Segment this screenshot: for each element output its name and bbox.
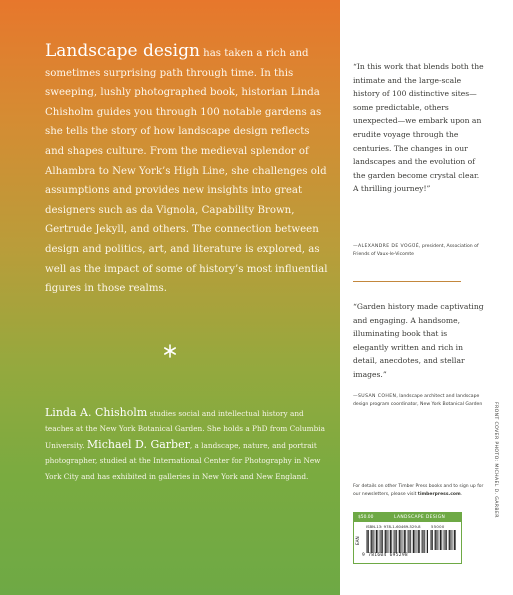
addon-number: 55000 [431, 524, 445, 529]
endorsement-quote-2: “Garden history made captivating and engaging. A handsome, illuminating book that is elegantly written and rich in detail, anecdotes, and stellar images.” [353, 302, 484, 379]
ean-label: EAN [355, 536, 360, 545]
photographer-bio-text: , a landscape, nature, and portrait photographer, studied at the International Center for Photography in New York City and has exhibited in galleries in New York and New England. [45, 440, 321, 481]
description-body: has taken a rich and sometimes surprising path through time. In this sweeping, lushly photographed book, historian Linda Chisholm guides you through 100 notable gardens as she tells the story of how landscape design reflects and shapes culture. From the medieval splendor of Alhambra to New York’s High Line, she challenges old assumptions and provides new insights into great designers such as da Vignola, Capability Brown, Gertrude Jekyll, and others. The connection between design and politics, art, and literature is explored, as well as the impact of some of history’s most influential figures in those realms. [45, 48, 328, 295]
author-bio-text: studies social and intellectual history and teaches at the New York Botanical Garden. She holds a PhD from Columbia University. [45, 409, 325, 450]
endorsement-attribution-2 [353, 393, 493, 409]
price-category-bar [354, 513, 461, 522]
details-end: . [460, 492, 463, 498]
back-cover-right-panel [340, 0, 513, 595]
photographer-name: Michael D. Garber [86, 437, 190, 451]
endorsement-attribution-1 [353, 243, 493, 259]
barcode-block [353, 512, 462, 564]
publisher-link[interactable]: timberpress.com [417, 492, 461, 498]
addon-barcode [430, 530, 456, 550]
quote-divider [353, 281, 461, 282]
description-lead: Landscape design [45, 41, 200, 61]
endorser-name-2: —SUSAN COHEN [353, 394, 397, 399]
ean-barcode [366, 530, 428, 553]
price-label: $50.00 [358, 515, 374, 520]
isbn-text: ISBN-13: 978-1-60469-529-8 [366, 524, 421, 529]
ean-number: 9 781604 695298 [362, 553, 408, 558]
cover-photo-credit: FRONT COVER PHOTO: MICHAEL D. GARBER [493, 402, 498, 518]
publisher-details [353, 483, 485, 499]
asterisk-flower-icon [162, 343, 178, 359]
endorser-role-1: , president, Association of Friends of Vaux-le-Vicomte [353, 244, 479, 258]
category-label: LANDSCAPE DESIGN [394, 515, 446, 520]
author-bio [45, 405, 330, 484]
endorser-name-1: —ALEXANDRE DE VOGÜÉ [353, 244, 420, 249]
endorsement-quote-1: “In this work that blends both the intimate and the large-scale history of 100 distinctive sites—some predictable, others unexpected—we embark upon an erudite voyage through the centuries. The changes in our landscapes and the evolution of the garden become crystal clear. A thrilling journey!” [353, 62, 484, 194]
author-name: Linda A. Chisholm [45, 406, 148, 419]
book-description [45, 42, 330, 299]
endorser-role-2: , landscape architect and landscape design program coordinator, New York Botanical Garden [353, 394, 483, 408]
details-text: For details on other Timber Press books and to sign up for our newsletters, please visit [353, 484, 484, 498]
